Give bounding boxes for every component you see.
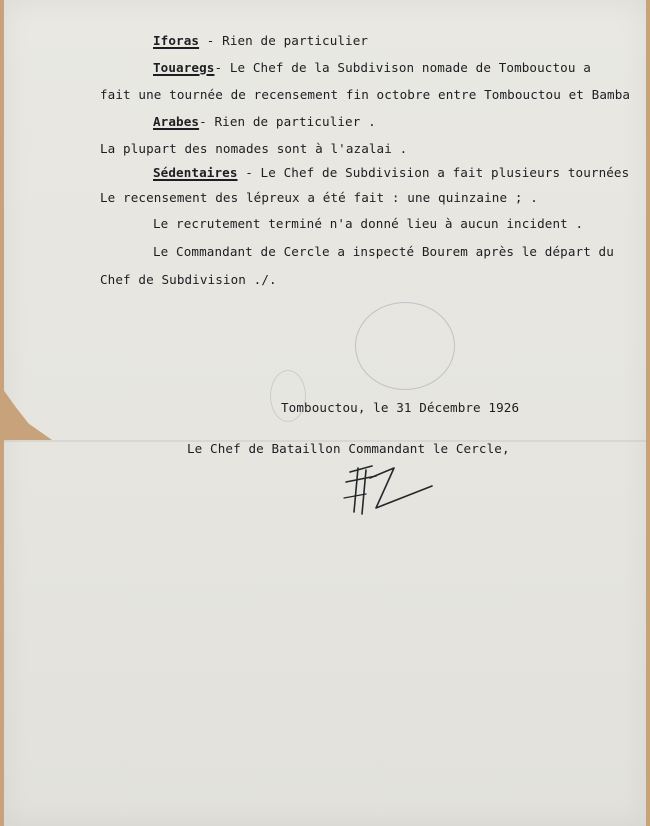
place-date: Tombouctou, le 31 Décembre 1926: [281, 400, 520, 415]
line-nomades: La plupart des nomades sont à l'azalai .: [100, 141, 408, 156]
heading-sedentaires: Sédentaires: [153, 165, 238, 180]
line-recensement: Le recensement des lépreux a été fait : une quinzaine ; .: [100, 190, 538, 205]
stamp-fragment-icon: [270, 370, 306, 422]
heading-arabes: Arabes: [153, 114, 200, 129]
heading-touaregs: Touaregs: [153, 60, 215, 75]
line-inspection: Le Commandant de Cercle a inspecté Bourem après le départ du: [153, 244, 614, 259]
line-touaregs-continued: fait une tournée de recensement fin octobre entre Tombouctou et Bamba: [100, 87, 631, 102]
signature-icon: [336, 458, 446, 524]
stamp-icon: [355, 302, 455, 390]
line-arabes: [153, 114, 376, 130]
signatory-title: Le Chef de Bataillon Commandant le Cercle,: [187, 441, 510, 456]
text-arabes: - Rien de particulier .: [199, 114, 376, 129]
line-iforas: [153, 33, 368, 49]
line-touaregs: [153, 60, 591, 76]
line-sedentaires: [153, 165, 629, 181]
line-inspection-continued: Chef de Subdivision ./.: [100, 272, 277, 287]
heading-iforas: Iforas: [153, 33, 200, 48]
text-iforas: - Rien de particulier: [199, 33, 369, 48]
text-sedentaires: - Le Chef de Subdivision a fait plusieurs tournées: [237, 165, 630, 180]
text-touaregs: - Le Chef de la Subdivison nomade de Tombouctou a: [214, 60, 591, 75]
line-recrutement: Le recrutement terminé n'a donné lieu à aucun incident .: [153, 216, 584, 231]
